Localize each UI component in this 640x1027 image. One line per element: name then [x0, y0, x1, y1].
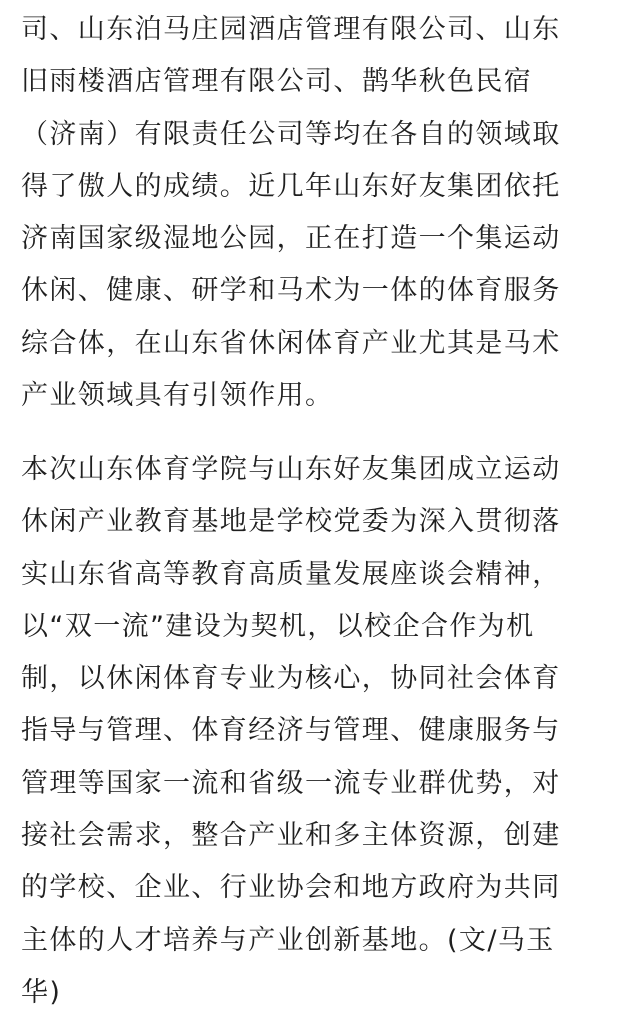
text-line: 接社会需求，整合产业和多主体资源，创建 [21, 820, 561, 852]
text-line: 得了傲人的成绩。近几年山东好友集团依托 [21, 170, 561, 202]
text-line: 主体的人才培养与产业创新基地。(文/马玉 [21, 924, 555, 956]
text-line: 本次山东体育学院与山东好友集团成立运动 [21, 454, 561, 485]
text-line: 休闲、健康、研学和马术为一体的体育服务 [21, 275, 561, 307]
text-line: 以“双一流”建设为契机，以校企合作为机 [21, 610, 535, 642]
text-line: 华) [21, 976, 62, 1008]
paragraph-1 [21, 4, 561, 422]
text-line: （济南）有限责任公司等均在各自的领域取 [21, 118, 561, 150]
paragraph-2 [21, 444, 561, 1019]
text-line: 旧雨楼酒店管理有限公司、鹊华秋色民宿 [21, 66, 533, 98]
text-line: 济南国家级湿地公园，正在打造一个集运动 [21, 223, 561, 255]
text-line: 司、山东泊马庄园酒店管理有限公司、山东 [21, 14, 561, 45]
text-line: 实山东省高等教育高质量发展座谈会精神， [21, 558, 561, 590]
text-line: 制，以休闲体育专业为核心，协同社会体育 [21, 663, 561, 695]
text-line: 指导与管理、体育经济与管理、健康服务与 [21, 715, 561, 747]
text-line: 管理等国家一流和省级一流专业群优势，对 [21, 767, 561, 799]
text-line: 的学校、企业、行业协会和地方政府为共同 [21, 872, 561, 904]
text-line: 休闲产业教育基地是学校党委为深入贯彻落 [21, 506, 561, 538]
text-line: 产业领域具有引领作用。 [21, 380, 334, 412]
text-line: 综合体，在山东省休闲体育产业尤其是马术 [21, 327, 561, 359]
